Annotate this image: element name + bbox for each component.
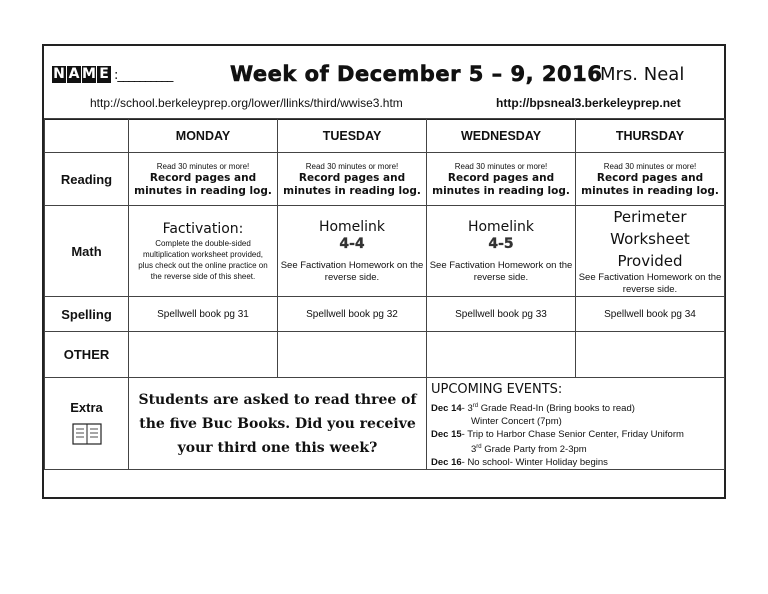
name-letter: A xyxy=(68,66,80,82)
day-wednesday: WEDNESDAY xyxy=(427,119,576,153)
extra-label: Extra xyxy=(70,399,103,415)
math-note: See Factivation Homework on the reverse side. xyxy=(578,272,722,295)
row-label-other: OTHER xyxy=(45,332,129,378)
event-text: - Trip to Harbor Chase Senior Center, Friday Uniform xyxy=(461,429,684,441)
math-title: Homelink xyxy=(318,219,386,235)
math-cell-wednesday xyxy=(427,206,576,297)
sheet-header xyxy=(44,46,724,120)
event-date: Dec 16 xyxy=(431,457,462,469)
event-sup: rd xyxy=(472,403,479,409)
reading-note: Read 30 minutes or more! xyxy=(454,161,548,171)
event-line xyxy=(431,441,720,456)
event-text: - 3 xyxy=(461,403,473,415)
reading-cell xyxy=(129,153,278,206)
event-text: 3 xyxy=(471,444,477,456)
other-cell xyxy=(427,332,576,378)
reading-instruction: Record pages and xyxy=(298,171,406,184)
name-letter: M xyxy=(82,66,96,82)
events-title: UPCOMING EVENTS: xyxy=(431,382,563,397)
reading-instruction: minutes in reading log. xyxy=(134,184,272,197)
other-cell xyxy=(576,332,725,378)
math-note: See Factivation Homework on the reverse side. xyxy=(429,260,573,283)
homework-table xyxy=(44,118,725,470)
spelling-cell: Spellwell book pg 31 xyxy=(129,297,278,332)
math-cell-tuesday xyxy=(278,206,427,297)
reading-note: Read 30 minutes or more! xyxy=(603,161,697,171)
day-monday: MONDAY xyxy=(129,119,278,153)
event-line xyxy=(431,428,720,441)
math-title: Factivation: xyxy=(162,221,244,237)
math-title: Perimeter xyxy=(613,208,687,226)
row-label-extra xyxy=(45,378,129,470)
lesson-number: 4-4 xyxy=(339,236,365,252)
event-line xyxy=(431,456,720,469)
event-line xyxy=(431,415,720,428)
spelling-cell: Spellwell book pg 34 xyxy=(576,297,725,332)
reading-note: Read 30 minutes or more! xyxy=(156,161,250,171)
spelling-cell: Spellwell book pg 33 xyxy=(427,297,576,332)
buc-books-message: Students are asked to read three of the five Buc Books. Did you receive your third one this week? xyxy=(129,378,427,470)
row-label-spelling: Spelling xyxy=(45,297,129,332)
lesson-number: 4-5 xyxy=(488,236,514,252)
math-cell-monday xyxy=(129,206,278,297)
event-line xyxy=(431,400,720,415)
homework-sheet xyxy=(42,44,726,499)
reading-instruction: Record pages and xyxy=(596,171,704,184)
math-title: Worksheet xyxy=(610,230,690,248)
reading-instruction: Record pages and xyxy=(149,171,257,184)
reading-cell xyxy=(576,153,725,206)
math-title: Provided xyxy=(617,252,683,270)
row-label-math: Math xyxy=(45,206,129,297)
reading-cell xyxy=(278,153,427,206)
spelling-cell: Spellwell book pg 32 xyxy=(278,297,427,332)
reading-instruction: minutes in reading log. xyxy=(283,184,421,197)
book-icon xyxy=(72,423,102,448)
reading-instruction: minutes in reading log. xyxy=(432,184,570,197)
event-text: Winter Concert (7pm) xyxy=(471,416,562,428)
math-cell-thursday xyxy=(576,206,725,297)
event-date: Dec 15 xyxy=(431,429,462,441)
math-note: See Factivation Homework on the reverse side. xyxy=(280,260,424,283)
event-text: Grade Party from 2-3pm xyxy=(481,444,587,456)
event-date: Dec 14 xyxy=(431,403,462,415)
teacher-name: Mrs. Neal xyxy=(600,64,685,85)
event-text: - No school- Winter Holiday begins xyxy=(461,457,608,469)
other-cell xyxy=(129,332,278,378)
class-url: http://bpsneal3.berkeleyprep.net xyxy=(496,96,681,110)
other-row xyxy=(45,332,725,378)
reading-note: Read 30 minutes or more! xyxy=(305,161,399,171)
name-letter: E xyxy=(97,66,111,83)
day-header-row xyxy=(45,119,725,153)
reading-instruction: minutes in reading log. xyxy=(581,184,719,197)
reading-row xyxy=(45,153,725,206)
row-label-reading: Reading xyxy=(45,153,129,206)
reading-cell xyxy=(427,153,576,206)
math-title: Homelink xyxy=(467,219,535,235)
name-letter: N xyxy=(53,66,65,82)
name-blank: :__________ xyxy=(114,68,173,83)
other-cell xyxy=(278,332,427,378)
event-text: Grade Read-In (Bring books to read) xyxy=(478,403,635,415)
day-tuesday: TUESDAY xyxy=(278,119,427,153)
math-row xyxy=(45,206,725,297)
school-url: http://school.berkeleyprep.org/lower/llinks/third/wwise3.htm xyxy=(90,96,403,110)
name-field xyxy=(52,66,172,83)
corner-cell xyxy=(45,119,129,153)
day-thursday: THURSDAY xyxy=(576,119,725,153)
math-note: Complete the double-sided multiplication worksheet provided, plus check out the online practice on the reverse side of this sheet. xyxy=(138,239,268,281)
spelling-row xyxy=(45,297,725,332)
reading-instruction: Record pages and xyxy=(447,171,555,184)
upcoming-events xyxy=(427,378,725,470)
extra-row xyxy=(45,378,725,470)
week-title: Week of December 5 – 9, 2016 xyxy=(230,62,603,86)
event-sup: rd xyxy=(476,444,482,451)
